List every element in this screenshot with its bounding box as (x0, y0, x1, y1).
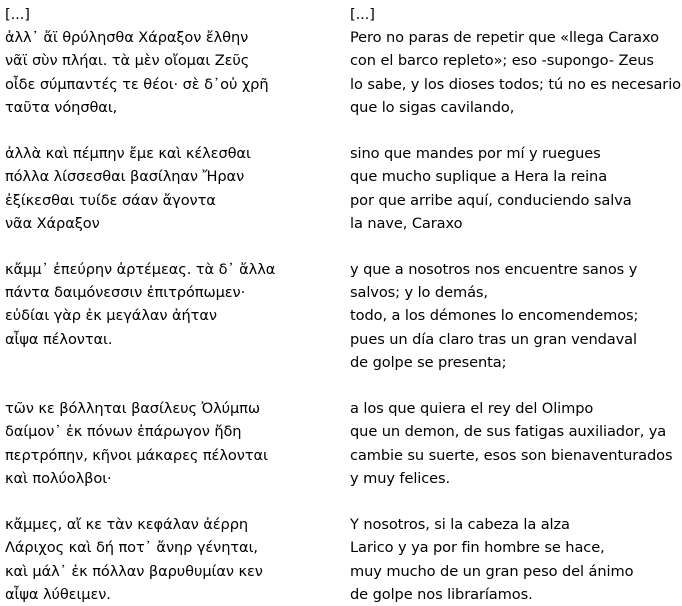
greek-line: περτρόπην, κῆνοι μάκαρες πέλονται (5, 446, 268, 464)
greek-line: ἀλλὰ καὶ πέμπην ἔμε καὶ κέλεσθαι (5, 145, 251, 163)
greek-line: ταῦτα νόησθαι, (5, 98, 118, 116)
spanish-line: que mucho suplique a Hera la reina (350, 168, 608, 186)
greek-line: Λάριχος καὶ δή ποτ᾽ ἄνηρ γένηται, (5, 539, 258, 557)
spanish-stanza-3 (350, 258, 680, 374)
spanish-stanza-5 (350, 513, 680, 606)
stanza-gap (5, 351, 325, 374)
greek-line: οἶδε σύμπαντές τε θέοι· σὲ δ᾽οὐ χρῆ (5, 75, 269, 93)
spanish-line: muy mucho de un gran peso del ánimo (350, 562, 634, 580)
greek-stanza-1 (5, 3, 325, 119)
spanish-line: que lo sigas cavilando, (350, 98, 515, 116)
spanish-line: Pero no paras de repetir que «llega Caraxo (350, 29, 659, 47)
spanish-line: a los que quiera el rey del Olimpo (350, 400, 594, 418)
greek-line: νᾶα Χάραξον (5, 214, 100, 232)
spanish-line: y que a nosotros nos encuentre sanos y (350, 261, 638, 279)
spanish-line: [...] (350, 6, 375, 23)
spanish-line: Larico y ya por fin hombre se hace, (350, 539, 605, 557)
spanish-line: todo, a los démones lo encomendemos; (350, 307, 639, 325)
greek-line: κἄμμ᾽ ἐπεύρην ἀρτέμεας. τὰ δ᾽ ἄλλα (5, 261, 276, 279)
spanish-line: de golpe nos libraríamos. (350, 585, 533, 603)
spanish-line: de golpe se presenta; (350, 353, 507, 371)
spanish-line: salvos; y lo demás, (350, 284, 488, 302)
greek-line: καὶ μάλ᾽ ἐκ πόλλαν βαρυθυμίαν κεν (5, 562, 263, 580)
greek-line: τῶν κε βόλληται βασίλευς Ὀλύμπω (5, 400, 260, 418)
greek-stanza-5 (5, 513, 325, 606)
spanish-stanza-2 (350, 142, 680, 235)
spanish-text-column (350, 3, 680, 606)
spanish-line: la nave, Caraxo (350, 214, 463, 232)
greek-line: αἶψα λύθειμεν. (5, 585, 111, 603)
greek-line: πάντα δαιμόνεσσιν ἐπιτρόπωμεν· (5, 284, 246, 302)
spanish-line: pues un día claro tras un gran vendaval (350, 330, 637, 348)
greek-text-column (5, 3, 325, 606)
stanza-gap (350, 119, 680, 142)
spanish-line: por que arribe aquí, conduciendo salva (350, 191, 632, 209)
stanza-gap (350, 235, 680, 258)
stanza-gap (350, 374, 680, 397)
greek-line: δαίμον᾽ ἐκ πόνων ἐπάρωγον ἤδη (5, 423, 242, 441)
greek-line: [...] (5, 6, 30, 23)
spanish-line: lo sabe, y los dioses todos; tú no es necesario (350, 75, 681, 93)
greek-line: αἶψα πέλονται. (5, 330, 113, 348)
greek-stanza-4 (5, 397, 325, 490)
spanish-stanza-4 (350, 397, 680, 490)
stanza-gap (5, 490, 325, 513)
spanish-line: con el barco repleto»; eso -supongo- Zeus (350, 52, 654, 70)
greek-line: ἀλλ᾽ ἄϊ θρύλησθα Χάραξον ἔλθην (5, 29, 249, 47)
greek-line: ἐξίκεσθαι τυίδε σάαν ἄγοντα (5, 191, 216, 209)
greek-line: εὐδίαι γὰρ ἐκ μεγάλαν ἀήταν (5, 307, 217, 325)
stanza-gap (5, 119, 325, 142)
greek-line: καὶ πολύολβοι· (5, 469, 112, 487)
greek-line: κἄμμες, αἴ κε τὰν κεφάλαν ἀέρρη (5, 516, 249, 534)
stanza-gap (350, 490, 680, 513)
stanza-gap (5, 235, 325, 258)
spanish-stanza-1 (350, 3, 680, 119)
spanish-line: sino que mandes por mí y ruegues (350, 145, 601, 163)
spanish-line: y muy felices. (350, 469, 451, 487)
stanza-gap (5, 374, 325, 397)
greek-stanza-2 (5, 142, 325, 235)
spanish-line: Y nosotros, si la cabeza la alza (350, 516, 570, 534)
greek-stanza-3 (5, 258, 325, 351)
spanish-line: cambie su suerte, esos son bienaventurados (350, 446, 673, 464)
greek-line: πόλλα λίσσεσθαι βασίληαν Ἤραν (5, 168, 245, 186)
spanish-line: que un demon, de sus fatigas auxiliador, ya (350, 423, 667, 441)
greek-line: νᾶϊ σὺν πλήαι. τὰ μὲν οἴομαι Ζεῦς (5, 52, 250, 70)
